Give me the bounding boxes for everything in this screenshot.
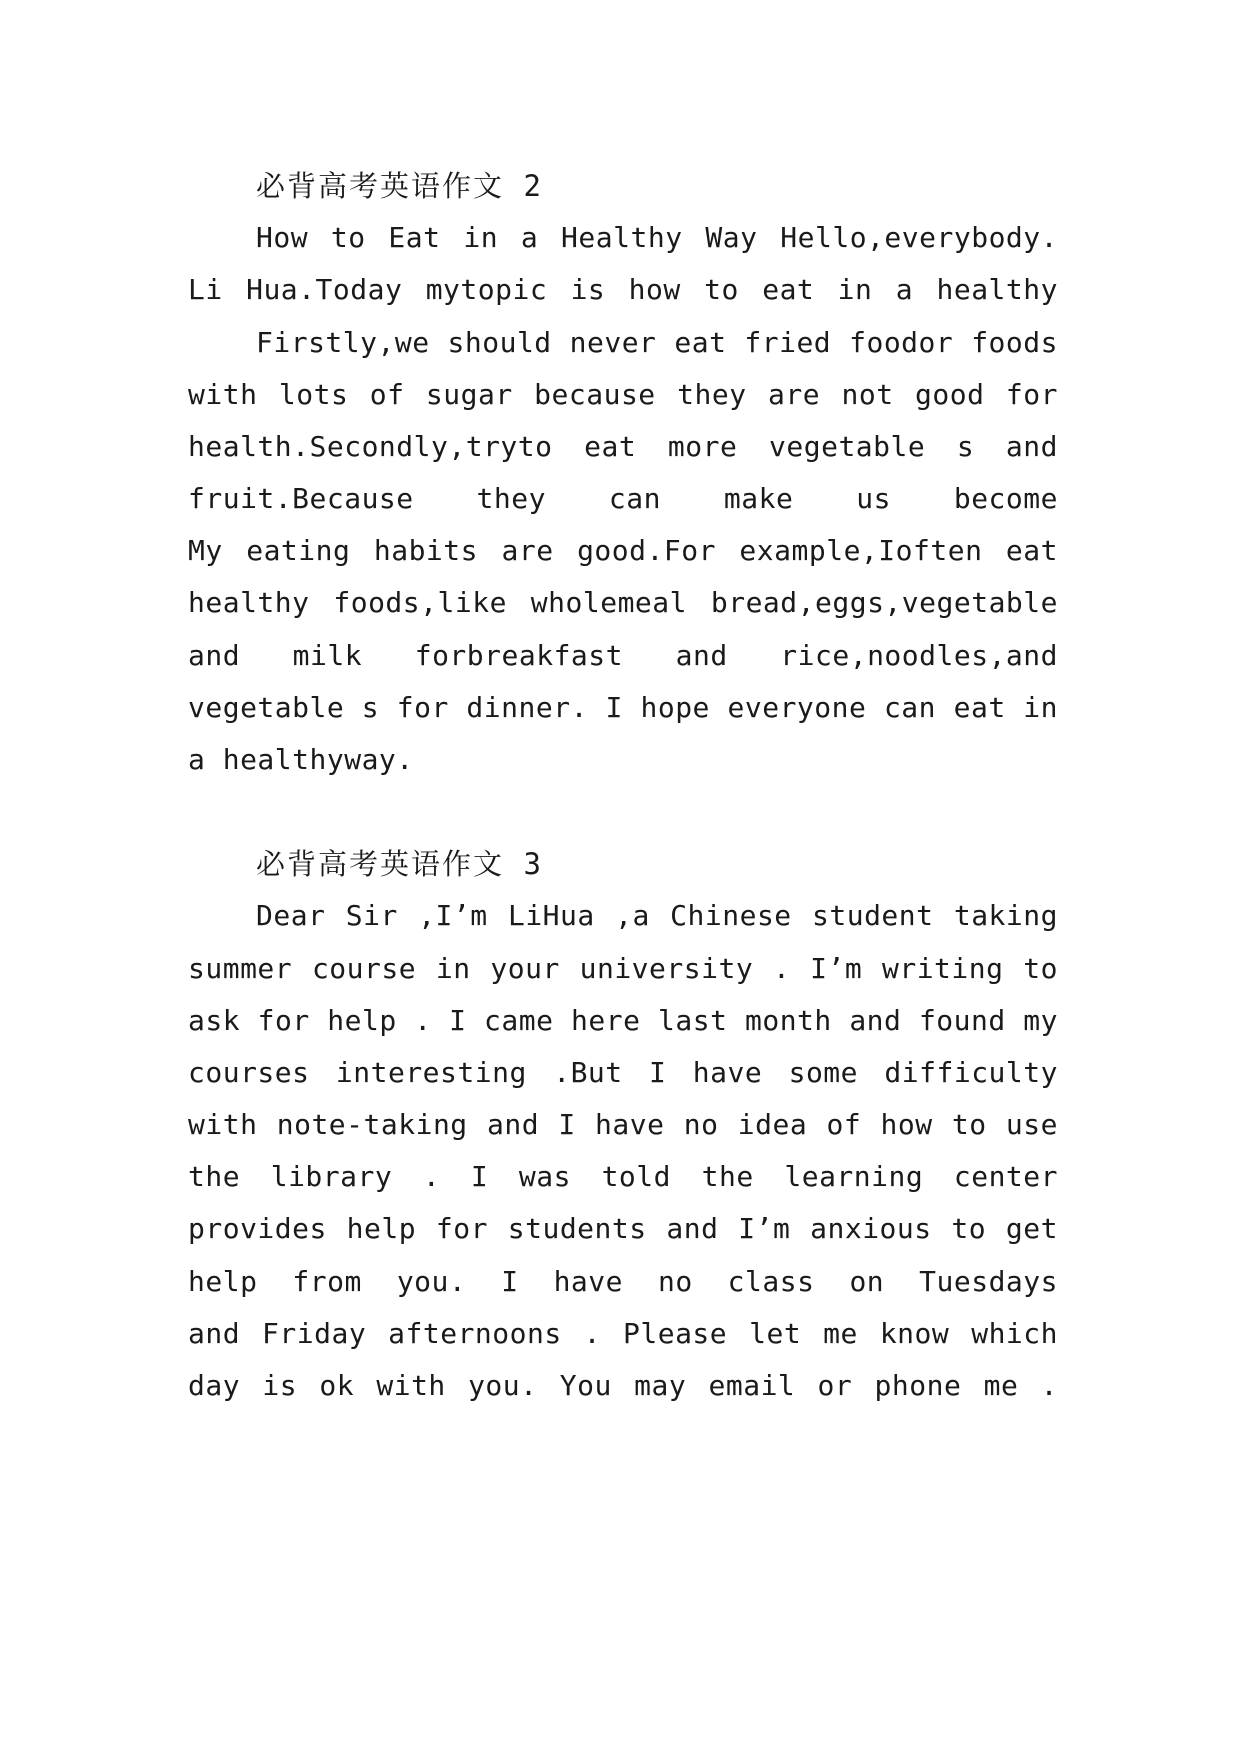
essay-3-line-2: summer course in your university . I’m writing to xyxy=(188,952,1058,985)
essay-3-line-4: courses interesting .But I have some difficulty xyxy=(188,1056,1058,1089)
essay-2-line-1: How to Eat in a Healthy Way Hello,everybody. xyxy=(256,221,1058,254)
essay-2-line-8: healthy foods,like wholemeal bread,eggs,vegetable xyxy=(188,586,1058,619)
essay-2-line-10: vegetable s for dinner. I hope everyone can eat in xyxy=(188,691,1058,724)
essay-2-line-7: My eating habits are good.For example,Ioften eat xyxy=(188,534,1058,567)
essay-3-line-6: the library . I was told the learning center xyxy=(188,1160,1058,1193)
essay-2-heading: 必背高考英语作文 2 xyxy=(256,169,543,203)
essay-2-line-9: and milk forbreakfast and rice,noodles,and xyxy=(188,639,1058,672)
essay-3-heading: 必背高考英语作文 3 xyxy=(256,847,543,881)
essay-3-line-8: help from you. I have no class on Tuesdays xyxy=(188,1265,1058,1298)
essay-2-line-2: Li Hua.Today mytopic is how to eat in a healthy xyxy=(188,273,1058,306)
essay-2-line-11: a healthyway. xyxy=(188,743,414,776)
essay-3-line-7: provides help for students and I’m anxious to get xyxy=(188,1212,1058,1245)
essay-3-line-1: Dear Sir ,I’m LiHua ,a Chinese student taking xyxy=(256,899,1058,932)
essay-3-line-3: ask for help . I came here last month and found my xyxy=(188,1004,1058,1037)
essay-2-line-4: with lots of sugar because they are not good for xyxy=(188,378,1058,411)
essay-2-line-6: fruit.Because they can make us become xyxy=(188,482,1058,515)
essay-2-line-5: health.Secondly,tryto eat more vegetable s and xyxy=(188,430,1058,463)
essay-3-line-9: and Friday afternoons . Please let me know which xyxy=(188,1317,1058,1350)
essay-3-line-5: with note-taking and I have no idea of how to use xyxy=(188,1108,1058,1141)
essay-2-line-3: Firstly,we should never eat fried foodor foods xyxy=(256,326,1058,359)
essay-3-line-10: day is ok with you. You may email or phone me . xyxy=(188,1369,1058,1402)
